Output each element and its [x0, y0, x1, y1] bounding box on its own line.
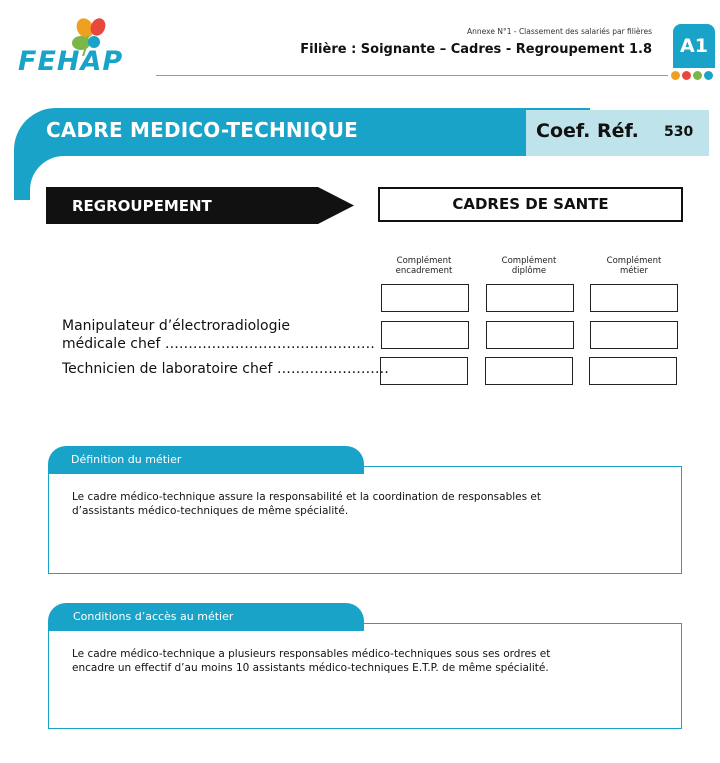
col-head-diplome: [484, 256, 574, 276]
complement-box[interactable]: [381, 284, 469, 312]
definition-line: d’assistants médico-techniques de même spécialité.: [72, 505, 349, 517]
col-head-metier: [589, 256, 679, 276]
regroupement-value: CADRES DE SANTE: [378, 187, 683, 222]
job-line: Technicien de laboratoire chef ……………………: [62, 361, 389, 377]
conditions-box: [48, 623, 682, 729]
color-dots: [671, 71, 717, 80]
regroupement-label: REGROUPEMENT: [72, 197, 212, 215]
filiere-title: Filière : Soignante – Cadres - Regroupement 1.8: [300, 42, 652, 57]
conditions-line: Le cadre médico-technique a plusieurs responsables médico-techniques sous ses ordres et: [72, 648, 551, 660]
job-line: Manipulateur d’électroradiologie: [62, 318, 291, 334]
job-line: médicale chef ………………………………………: [62, 336, 375, 352]
conditions-title: Conditions d’accès au métier: [73, 610, 234, 623]
definition-line: Le cadre médico-technique assure la responsabilité et la coordination de responsables et: [72, 491, 541, 503]
definition-tab-line: [363, 466, 682, 467]
coef-value: 530: [664, 124, 694, 140]
col-head-line: Complément: [606, 256, 662, 266]
logo-text: FEHAP: [18, 46, 124, 77]
conditions-tab-line: [363, 623, 682, 624]
definition-text: [72, 490, 632, 518]
dot-red: [682, 71, 691, 80]
complement-box[interactable]: [589, 357, 677, 385]
complement-box[interactable]: [485, 357, 573, 385]
job-manipulateur: [62, 317, 375, 353]
col-head-encadrement: [379, 256, 469, 276]
complement-box[interactable]: [381, 321, 469, 349]
fehap-logo: [18, 16, 124, 77]
complement-box[interactable]: [486, 284, 574, 312]
section-badge: A1: [673, 24, 715, 68]
conditions-line: encadre un effectif d’au moins 10 assistants médico-techniques E.T.P. de même spécialité.: [72, 662, 549, 674]
col-head-line: métier: [620, 266, 648, 276]
col-head-line: diplôme: [511, 266, 547, 276]
complement-box[interactable]: [380, 357, 468, 385]
conditions-text: [72, 647, 632, 675]
annex-label: Annexe N°1 - Classement des salariés par filières: [467, 27, 652, 36]
dot-blue: [704, 71, 713, 80]
complement-box[interactable]: [590, 284, 678, 312]
job-technicien: [62, 360, 389, 378]
complement-box[interactable]: [486, 321, 574, 349]
definition-box: [48, 466, 682, 574]
col-head-line: Complément: [501, 256, 557, 266]
dot-green: [693, 71, 702, 80]
col-head-line: Complément: [396, 256, 452, 266]
col-head-line: encadrement: [395, 266, 453, 276]
coef-label: Coef. Réf.: [536, 120, 639, 142]
dot-orange: [671, 71, 680, 80]
job-family-title: CADRE MEDICO-TECHNIQUE: [46, 118, 359, 142]
header-divider: [156, 75, 668, 76]
definition-title: Définition du métier: [71, 453, 182, 466]
complement-box[interactable]: [590, 321, 678, 349]
